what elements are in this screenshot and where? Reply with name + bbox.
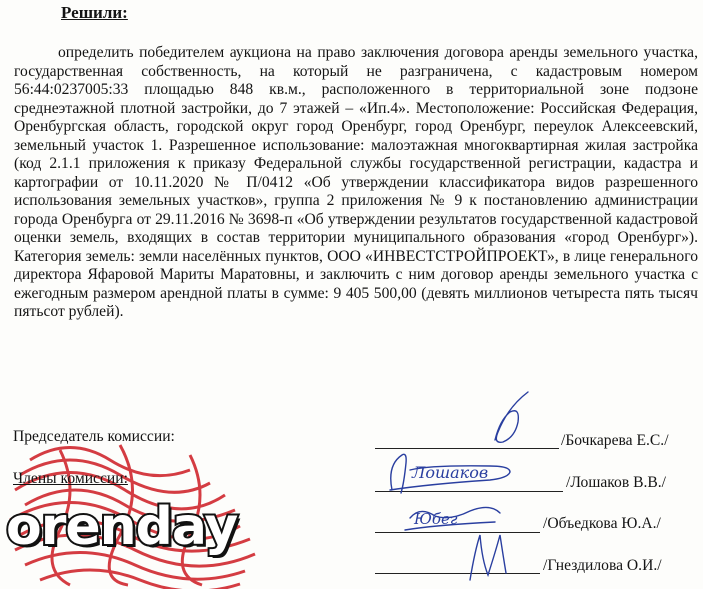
chairman-label: Председатель комиссии: — [13, 428, 175, 445]
member-3-name: /Гнездилова О.И./ — [543, 557, 662, 574]
watermark-text: orenday — [6, 497, 238, 557]
chairman-name: /Бочкарева Е.С./ — [561, 432, 669, 449]
signature-member-1-text: Лошаков — [412, 463, 489, 482]
signature-member-3 — [470, 535, 506, 580]
members-label: Члены комиссии: — [13, 470, 128, 487]
decision-heading: Решили: — [61, 3, 128, 22]
signature-member-2-text: Юбег — [414, 510, 458, 528]
member-1-name: /Лошаков В.В./ — [566, 474, 667, 491]
member-2-name: /Объедкова Ю.А./ — [543, 515, 661, 532]
decision-text: определить победителем аукциона на право заключения договора аренды земельного участка, государственная собственность, на который не разграничена, с кадастровым номером 56:44:0237005:33 площадью 848 кв.м., расположенного в территориальной зоне подзоне среднеэтажной плотной застройки, до 7 этажей – «Ип.4». Местоположение: Российская Федерация, Оренбургская область, городской округ город Оренбург, город Оренбург, переулок Алексеевский, земельный участок 1. Разрешенное использование: малоэтажная многоквартирная жилая застройка (код 2.1.1 приложения к приказу Федеральной службы государственной регистрации, кадастра и картографии от 10.11.2020 № П/0412 «Об утверждении классификатора видов разрешенного использования земельных участков», группа 2 приложения № 9 к постановлению администрации города Оренбурга от 29.11.2016 № 3698-п «Об утверждении результатов государственной кадастровой оценки земель, входящих в состав территории муниципального образования «город Оренбург»). Категория земель: земли населённых пунктов, ООО «ИНВЕСТСТРОЙПРОЕКТ», в лице генерального директора Яфаровой Мариты Маратовны, и заключить с ним договор аренды земельного участка с ежегодным размером арендной платы в сумме: 9 405 500,00 (девять миллионов четыреста пять тысяч пятьсот рублей). — [14, 44, 698, 320]
signature-chairman — [495, 392, 528, 442]
